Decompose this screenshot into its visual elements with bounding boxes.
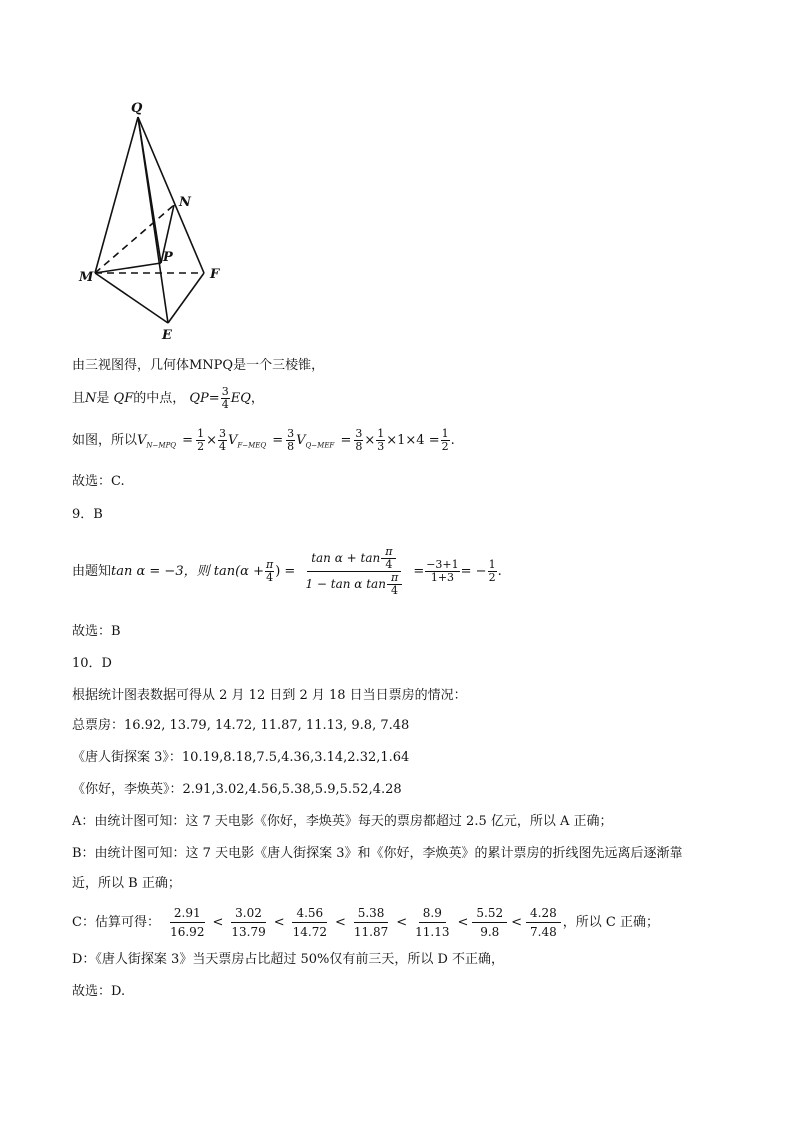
question-10-heading: 10．D bbox=[72, 656, 112, 671]
text-line-17 bbox=[72, 950, 504, 970]
c-fraction: $\frac{5.52}{9.8}$ bbox=[472, 904, 507, 941]
text-line-11 bbox=[72, 748, 409, 768]
option-b-cont: 近，所以 B 正确； bbox=[72, 876, 181, 891]
text-line-2 bbox=[72, 386, 264, 411]
text-line-18 bbox=[72, 982, 125, 1002]
l6-b: tan α = −3，则 bbox=[111, 564, 210, 579]
less-than-sign: < bbox=[457, 915, 469, 930]
l6-eq: = bbox=[413, 564, 425, 579]
l3-frac3: $\frac{3}{8}$ bbox=[287, 427, 295, 453]
text-line-13 bbox=[72, 812, 613, 832]
l3-frac1: $\frac{1}{2}$ bbox=[197, 427, 205, 453]
label-M: M bbox=[79, 270, 94, 285]
l3-eq1: = bbox=[182, 433, 194, 448]
text-line-8 bbox=[72, 654, 112, 674]
l6-c: tan(α + bbox=[213, 564, 264, 579]
text-line-7 bbox=[72, 622, 121, 642]
l3-V3: V bbox=[296, 433, 306, 448]
l3-V2sub: F−MEQ bbox=[237, 441, 267, 450]
option-c-fraction-chain bbox=[164, 906, 563, 939]
l2-b: 是 bbox=[96, 391, 110, 406]
text-line-4 bbox=[72, 472, 125, 492]
l6-a: 由题知 bbox=[72, 564, 112, 579]
l3-V1sub: N−MPQ bbox=[146, 441, 177, 450]
l3-tail: ×1×4 = bbox=[386, 433, 440, 448]
option-d: D：《唐人街探案 3》当天票房占比超过 50%仅有前三天，所以 D 不正确， bbox=[72, 952, 505, 967]
l2-EQ: EQ bbox=[230, 391, 251, 406]
text-line-3 bbox=[72, 428, 455, 456]
l2-fraction: $\frac{3}{4}$ bbox=[221, 385, 229, 411]
text-line-16 bbox=[72, 904, 659, 941]
l3-V1: V bbox=[137, 433, 147, 448]
edge-EF bbox=[168, 273, 204, 323]
l3-eq2: = bbox=[272, 433, 284, 448]
l3-frac6: $\frac{1}{2}$ bbox=[441, 427, 449, 453]
edge-ME bbox=[95, 273, 168, 323]
l3-V3sub: Q−MEF bbox=[305, 441, 335, 450]
l2-c: 的中点， bbox=[133, 391, 186, 406]
l3-x1: × bbox=[206, 433, 217, 448]
l2-end: ， bbox=[250, 391, 264, 406]
l9: 根据统计图表数据可得从 2 月 12 日到 2 月 18 日当日票房的情况： bbox=[72, 688, 467, 703]
text-line-1 bbox=[72, 356, 324, 376]
l16-end: ，所以 C 正确； bbox=[562, 915, 659, 930]
l6-frac2: $\frac{-3+1}{1+3}$ bbox=[426, 558, 459, 584]
l6-d: ) = bbox=[275, 564, 296, 579]
less-than-sign: < bbox=[396, 915, 408, 930]
c-fraction: $\frac{3.02}{13.79}$ bbox=[231, 906, 266, 939]
text-line-9 bbox=[72, 686, 467, 706]
l6-frac3: $\frac{1}{2}$ bbox=[488, 558, 496, 584]
l3-dot: . bbox=[450, 433, 455, 448]
l3-frac5: $\frac{1}{3}$ bbox=[377, 427, 385, 453]
l3-frac4: $\frac{3}{8}$ bbox=[355, 427, 363, 453]
c-fraction: $\frac{4.28}{7.48}$ bbox=[526, 904, 561, 941]
label-Q: Q bbox=[131, 101, 143, 116]
less-than-sign: < bbox=[212, 915, 224, 930]
c-fraction: $\frac{8.9}{11.13}$ bbox=[415, 906, 450, 939]
l2-N: N bbox=[85, 391, 97, 406]
edge-QP bbox=[138, 117, 161, 263]
less-than-sign: < bbox=[511, 915, 523, 930]
less-than-sign: < bbox=[273, 915, 285, 930]
text-line-15 bbox=[72, 874, 181, 894]
label-N: N bbox=[179, 195, 191, 210]
text-line-5 bbox=[72, 505, 103, 525]
movie-nihao: 《你好，李焕英》：2.91,3.02,4.56,5.38,5.9,5.52,4.28 bbox=[72, 782, 402, 797]
text-line-14 bbox=[72, 844, 683, 864]
answer-b: 故选：B bbox=[72, 624, 121, 639]
l3-eq3: = bbox=[340, 433, 352, 448]
l16-a: C：估算可得： bbox=[72, 915, 160, 930]
l6-main-fraction: tan α + tan $\frac{\pi}{4}$ 1 − tan α tan $\frac{\pi}{4}$ bbox=[301, 546, 407, 597]
l2-QP: QP bbox=[189, 391, 209, 406]
l3-frac2: $\frac{3}{4}$ bbox=[218, 427, 226, 453]
l3-a: 如图，所以 bbox=[72, 433, 138, 448]
question-9-heading: 9．B bbox=[72, 507, 103, 522]
edge-QM bbox=[95, 117, 138, 273]
total-box-office: 总票房：16.92, 13.79, 14.72, 11.87, 11.13, 9.8, 7.48 bbox=[72, 718, 410, 733]
less-than-sign: < bbox=[334, 915, 346, 930]
text-line-12 bbox=[72, 780, 402, 800]
label-P: P bbox=[163, 250, 173, 265]
l3-x2: × bbox=[364, 433, 376, 448]
line-1-text: 由三视图得，几何体MNPQ是一个三棱锥， bbox=[72, 358, 325, 373]
l2-QF: QF bbox=[113, 391, 134, 406]
answer-d: 故选：D. bbox=[72, 984, 126, 999]
l3-V2: V bbox=[227, 433, 238, 448]
l2-eq: = bbox=[208, 391, 220, 406]
l6-pi-frac: $\frac{\pi}{4}$ bbox=[265, 558, 274, 584]
pyramid-figure bbox=[70, 95, 240, 355]
text-line-10 bbox=[72, 716, 409, 736]
option-b: B：由统计图可知：这 7 天电影《唐人街探案 3》和《你好，李焕英》的累计票房的折线图先远离后逐渐靠 bbox=[72, 846, 683, 861]
l6-dot: . bbox=[497, 564, 502, 579]
option-a: A：由统计图可知：这 7 天电影《你好，李焕英》每天的票房都超过 2.5 亿元，所以 A 正确； bbox=[72, 814, 613, 829]
c-fraction: $\frac{5.38}{11.87}$ bbox=[353, 906, 389, 939]
text-line-6 bbox=[72, 546, 502, 597]
label-F: F bbox=[210, 267, 220, 282]
c-fraction: $\frac{4.56}{14.72}$ bbox=[292, 906, 327, 939]
l6-eq2: = − bbox=[460, 564, 487, 579]
c-fraction: $\frac{2.91}{16.92}$ bbox=[170, 906, 205, 939]
label-E: E bbox=[162, 328, 172, 343]
answer-c: 故选：C. bbox=[72, 474, 125, 489]
l2-a: 且 bbox=[72, 391, 86, 406]
movie-tangren: 《唐人街探案 3》：10.19,8.18,7.5,4.36,3.14,2.32,1.64 bbox=[72, 750, 410, 765]
